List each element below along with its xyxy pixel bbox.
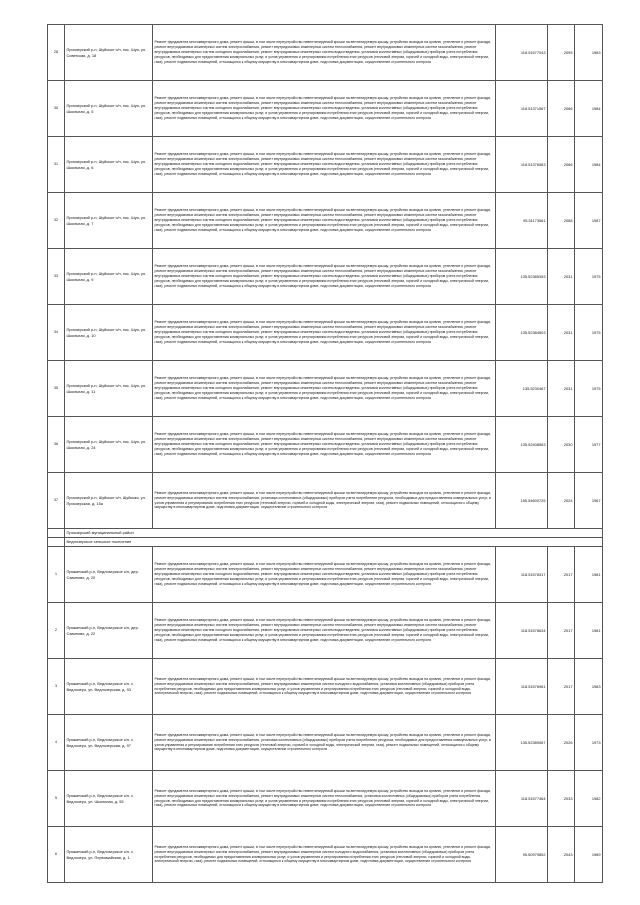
row-work-description: Ремонт фундамента многоквартирного дома, ремонт крыши, в том числе переустройство невентилируемой крыши на вентилируемую крышу, устройство выходов на кровлю, утепление и ремонт фасада, ремонт внутридомовых инженерных систем электроснабжения, ремонт внутридомовых инженерных систем теплоснабжения, ремонт внутридомовых инженерных систем газоснабжения, ремонт внутридомовых инженерных систем холодного водоснабжения, ремонт внутридомовых инженерных систем водоотведения, установка коллективных (общедомовых) приборов учета потребления ресурсов, необходимых для предоставления коммунальных услуг, и узлов управления и регулирования потребления этих ресурсов (тепловой энергии, горячей и холодной воды, электрической энергии, газа), ремонт подвальных помещений, относящихся к общему имуществу в многоквартирном доме, подготовка документации, осуществление строительного контроля <box>153 305 496 361</box>
table-row <box>48 305 603 361</box>
table-row <box>48 659 603 715</box>
table-row <box>48 473 603 529</box>
row-code: 155.54600725 <box>496 473 548 529</box>
repair-program-table <box>47 24 603 883</box>
row-code: 95.50979852 <box>496 827 548 883</box>
row-work-description: Ремонт фундамента многоквартирного дома, ремонт крыши, в том числе переустройство невентилируемой крыши на вентилируемую крышу, устройство выходов на кровлю, утепление и ремонт фасада, ремонт внутридомовых инженерных систем электроснабжения, ремонт внутридомовых инженерных систем теплоснабжения, установка коллективных (общедомовых) приборов учета потребления ресурсов, необходимых для предоставления коммунальных услуг, и узлов управления и регулирования потребления этих ресурсов (тепловой энергии, горячей и холодной воды, электрической энергии, газа), ремонт подвальных помещений, относящихся к общему имуществу в многоквартирном доме, подготовка документации, осуществление строительного контроля <box>153 771 496 827</box>
row-area: 2043 <box>548 827 575 883</box>
row-area: 2031 <box>548 361 575 417</box>
row-area: 2026 <box>548 715 575 771</box>
row-code: 118.51577464 <box>496 771 548 827</box>
row-year: 1983 <box>575 659 603 715</box>
row-number: 28 <box>48 25 65 81</box>
row-code: 118.51578317 <box>496 547 548 603</box>
row-year: 1983 <box>575 25 603 81</box>
row-code: 118.51577043 <box>496 25 548 81</box>
row-code: 118.51578634 <box>496 603 548 659</box>
table-section-headers <box>48 529 603 547</box>
row-year: 1975 <box>575 361 603 417</box>
row-address: Пряжинский р-н, Ведлозерское с/п, с. Ведлозеро, ул. Первомайская, д. 1 <box>65 827 153 883</box>
table-body-bottom <box>48 547 603 883</box>
row-number: 37 <box>48 473 65 529</box>
table-row <box>48 361 603 417</box>
row-address: Приозерский р-н, Шуйское с/п, пос. Шуя, ул. Советская, д. 18 <box>65 25 153 81</box>
row-address: Приозерский р-н, Шуйское с/п, пос. Шуя, ул. Школьная, д. 6 <box>65 137 153 193</box>
row-address: Пряжинский р-н, Ведлозерское с/п, с. Ведлозеро, ул. Ведлозерская, д. 97 <box>65 715 153 771</box>
row-work-description: Ремонт фундамента многоквартирного дома, ремонт крыши, в том числе переустройство невентилируемой крыши на вентилируемую крышу, устройство выходов на кровлю, утепление и ремонт фасада, ремонт внутридомовых инженерных систем электроснабжения, ремонт внутридомовых инженерных систем теплоснабжения, ремонт внутридомовых инженерных систем газоснабжения, ремонт внутридомовых инженерных систем холодного водоснабжения, ремонт внутридомовых инженерных систем водоотведения, установка коллективных (общедомовых) приборов учета потребления ресурсов, необходимых для предоставления коммунальных услуг, и узлов управления и регулирования потребления этих ресурсов (тепловой энергии, горячей и холодной воды, электрической энергии, газа), ремонт подвальных помещений, относящихся к общему имуществу в многоквартирном доме, подготовка документации, осуществление строительного контроля <box>153 193 496 249</box>
row-code: 135.52408563 <box>496 417 548 473</box>
row-year: 1975 <box>575 249 603 305</box>
section-spacer <box>48 529 65 538</box>
row-year: 1987 <box>575 193 603 249</box>
table-row <box>48 25 603 81</box>
row-area: 2095 <box>548 25 575 81</box>
row-number: 1 <box>48 547 65 603</box>
row-number: 5 <box>48 771 65 827</box>
row-year: 1982 <box>575 771 603 827</box>
row-number: 35 <box>48 361 65 417</box>
row-area: 2086 <box>548 137 575 193</box>
row-area: 2030 <box>548 417 575 473</box>
row-year: 1973 <box>575 715 603 771</box>
row-area: 2086 <box>548 81 575 137</box>
row-year: 1989 <box>575 827 603 883</box>
row-number: 4 <box>48 715 65 771</box>
row-year: 1984 <box>575 81 603 137</box>
section-row-district <box>48 529 603 538</box>
row-area: 2017 <box>548 659 575 715</box>
row-work-description: Ремонт фундамента многоквартирного дома, ремонт крыши, в том числе переустройство невентилируемой крыши на вентилируемую крышу, устройство выходов на кровлю, утепление и ремонт фасада, ремонт внутридомовых инженерных систем электроснабжения, ремонт внутридомовых инженерных систем теплоснабжения, ремонт внутридомовых инженерных систем газоснабжения, ремонт внутридомовых инженерных систем холодного водоснабжения, ремонт внутридомовых инженерных систем водоотведения, установка коллективных (общедомовых) приборов учета потребления ресурсов, необходимых для предоставления коммунальных услуг, и узлов управления и регулирования потребления этих ресурсов (тепловой энергии, горячей и холодной воды, электрической энергии, газа), ремонт подвальных помещений, относящихся к общему имуществу в многоквартирном доме, подготовка документации, осуществление строительного контроля <box>153 361 496 417</box>
row-address: Пряжинский р-н, Ведлозерское с/п, с. Ведлозеро, ул. Школьная, д. 55 <box>65 771 153 827</box>
table-row <box>48 249 603 305</box>
table-row <box>48 417 603 473</box>
row-year: 1981 <box>575 547 603 603</box>
row-address: Приозерский р-н, Шуйское с/п, пос. Шуя, ул. Школьная, д. 10 <box>65 305 153 361</box>
row-address: Пряжинский р-н, Ведлозерское с/п, с. Ведлозеро, ул. Ведлозерская, д. 93 <box>65 659 153 715</box>
row-area: 2031 <box>548 305 575 361</box>
row-address: Приозерский р-н, Шуйское с/п, пос. Шуя, ул. Школьная, д. 24 <box>65 417 153 473</box>
table-row <box>48 193 603 249</box>
table-row <box>48 603 603 659</box>
table-body-top <box>48 25 603 529</box>
table-row <box>48 547 603 603</box>
row-code: 135.52389067 <box>496 715 548 771</box>
row-number: 30 <box>48 81 65 137</box>
table-row <box>48 827 603 883</box>
row-address: Пряжинский р-н, Ведлозерское с/п, дер. Савиново, д. 22 <box>65 603 153 659</box>
row-number: 32 <box>48 193 65 249</box>
row-code: 135.5230487 <box>496 361 548 417</box>
table-row <box>48 81 603 137</box>
row-code: 95.51173561 <box>496 193 548 249</box>
row-number: 6 <box>48 827 65 883</box>
row-work-description: Ремонт фундамента многоквартирного дома, ремонт крыши, в том числе переустройство невентилируемой крыши на вентилируемую крышу, устройство выходов на кровлю, утепление и ремонт фасада, ремонт внутридомовых инженерных систем электроснабжения, ремонт внутридомовых инженерных систем теплоснабжения, ремонт внутридомовых инженерных систем газоснабжения, ремонт внутридомовых инженерных систем холодного водоснабжения, ремонт внутридомовых инженерных систем водоотведения, установка коллективных (общедомовых) приборов учета потребления ресурсов, необходимых для предоставления коммунальных услуг, и узлов управления и регулирования потребления этих ресурсов (тепловой энергии, горячей и холодной воды, электрической энергии, газа), ремонт подвальных помещений, относящихся к общему имуществу в многоквартирном доме, подготовка документации, осуществление строительного контроля <box>153 81 496 137</box>
row-area: 2024 <box>548 473 575 529</box>
row-work-description: Ремонт фундамента многоквартирного дома, ремонт крыши, в том числе переустройство невентилируемой крыши на вентилируемую крышу, устройство выходов на кровлю, утепление и ремонт фасада, ремонт внутридомовых инженерных систем электроснабжения, ремонт внутридомовых инженерных систем теплоснабжения, ремонт внутридомовых инженерных систем газоснабжения, ремонт внутридомовых инженерных систем холодного водоснабжения, ремонт внутридомовых инженерных систем водоотведения, установка коллективных (общедомовых) приборов учета потребления ресурсов, необходимых для предоставления коммунальных услуг, и узлов управления и регулирования потребления этих ресурсов (тепловой энергии, горячей и холодной воды, электрической энергии, газа), ремонт подвальных помещений, относящихся к общему имуществу в многоквартирном доме, подготовка документации, осуществление строительного контроля <box>153 137 496 193</box>
row-work-description: Ремонт фундамента многоквартирного дома, ремонт крыши, в том числе переустройство невентилируемой крыши на вентилируемую крышу, устройство выходов на кровлю, утепление и ремонт фасада, ремонт внутридомовых инженерных систем электроснабжения, ремонт внутридомовых инженерных систем теплоснабжения, ремонт внутридомовых инженерных систем газоснабжения, ремонт внутридомовых инженерных систем холодного водоснабжения, ремонт внутридомовых инженерных систем водоотведения, установка коллективных (общедомовых) приборов учета потребления ресурсов, необходимых для предоставления коммунальных услуг, и узлов управления и регулирования потребления этих ресурсов (тепловой энергии, горячей и холодной воды, электрической энергии, газа), ремонт подвальных помещений, относящихся к общему имуществу в многоквартирном доме, подготовка документации, осуществление строительного контроля <box>153 25 496 81</box>
row-address: Пряжинский р-н, Ведлозерское с/п, дер. Савиново, д. 20 <box>65 547 153 603</box>
row-code: 135.52384503 <box>496 305 548 361</box>
section-spacer <box>48 538 65 547</box>
row-address: Приозерский р-н, Шуйское с/п, Шуйская, ул. Приозерская, д. 15а <box>65 473 153 529</box>
row-code: 135.52385353 <box>496 249 548 305</box>
row-address: Приозерский р-н, Шуйское с/п, пос. Шуя, ул. Школьная, д. 5 <box>65 81 153 137</box>
row-code: 118.51376583 <box>496 137 548 193</box>
row-work-description: Ремонт фундамента многоквартирного дома, ремонт крыши, в том числе переустройство невентилируемой крыши на вентилируемую крышу, устройство выходов на кровлю, утепление и ремонт фасада, ремонт внутридомовых инженерных систем электроснабжения, установка коллективных (общедомовых) приборов учета потребления ресурсов, необходимых для предоставления коммунальных услуг, и узлов управления и регулирования потребления этих ресурсов (тепловой энергии, горячей и холодной воды, электрической энергии, газа), ремонт подвальных помещений, относящихся к общему имуществу в многоквартирном доме, подготовка документации, осуществление строительного контроля <box>153 715 496 771</box>
document-page <box>47 24 602 883</box>
row-area: 2017 <box>548 547 575 603</box>
section-row-settlement <box>48 538 603 547</box>
row-code: 118.51371567 <box>496 81 548 137</box>
row-area: 2088 <box>548 193 575 249</box>
row-number: 33 <box>48 249 65 305</box>
table-row <box>48 137 603 193</box>
row-year: 1975 <box>575 305 603 361</box>
row-address: Приозерский р-н, Шуйское с/п, пос. Шуя, ул. Школьная, д. 9 <box>65 249 153 305</box>
row-area: 2033 <box>548 771 575 827</box>
row-year: 1967 <box>575 473 603 529</box>
row-work-description: Ремонт фундамента многоквартирного дома, ремонт крыши, в том числе переустройство невентилируемой крыши на вентилируемую крышу, устройство выходов на кровлю, утепление и ремонт фасада, ремонт внутридомовых инженерных систем электроснабжения, ремонт внутридомовых инженерных систем теплоснабжения, ремонт внутридомовых инженерных систем газоснабжения, ремонт внутридомовых инженерных систем холодного водоснабжения, ремонт внутридомовых инженерных систем водоотведения, установка коллективных (общедомовых) приборов учета потребления ресурсов, необходимых для предоставления коммунальных услуг, и узлов управления и регулирования потребления этих ресурсов (тепловой энергии, горячей и холодной воды, электрической энергии, газа), ремонт подвальных помещений, относящихся к общему имуществу в многоквартирном доме, подготовка документации, осуществление строительного контроля <box>153 249 496 305</box>
row-work-description: Ремонт фундамента многоквартирного дома, ремонт крыши, в том числе переустройство невентилируемой крыши на вентилируемую крышу, устройство выходов на кровлю, утепление и ремонт фасада, ремонт внутридомовых инженерных систем электроснабжения, ремонт внутридомовых инженерных систем теплоснабжения, ремонт внутридомовых инженерных систем газоснабжения, ремонт внутридомовых инженерных систем холодного водоснабжения, ремонт внутридомовых инженерных систем водоотведения, установка коллективных (общедомовых) приборов учета потребления ресурсов, необходимых для предоставления коммунальных услуг, и узлов управления и регулирования потребления этих ресурсов (тепловой энергии, горячей и холодной воды, электрической энергии, газа), ремонт подвальных помещений, относящихся к общему имуществу в многоквартирном доме, подготовка документации, осуществление строительного контроля <box>153 547 496 603</box>
row-number: 3 <box>48 659 65 715</box>
row-number: 2 <box>48 603 65 659</box>
row-code: 118.51576961 <box>496 659 548 715</box>
row-number: 36 <box>48 417 65 473</box>
row-work-description: Ремонт фундамента многоквартирного дома, ремонт крыши, в том числе переустройство невентилируемой крыши на вентилируемую крышу, устройство выходов на кровлю, утепление и ремонт фасада, ремонт внутридомовых инженерных систем электроснабжения, ремонт внутридомовых инженерных систем холодного водоснабжения, установка коллективных (общедомовых) приборов учета потребления ресурсов, необходимых для предоставления коммунальных услуг, и узлов управления и регулирования потребления этих ресурсов (тепловой энергии, горячей и холодной воды, электрической энергии, газа), ремонт подвальных помещений, относящихся к общему имуществу в многоквартирном доме, подготовка документации, осуществление строительного контроля <box>153 827 496 883</box>
row-work-description: Ремонт фундамента многоквартирного дома, ремонт крыши, в том числе переустройство невентилируемой крыши на вентилируемую крышу, устройство выходов на кровлю, утепление и ремонт фасада, ремонт внутридомовых инженерных систем электроснабжения, ремонт внутридомовых инженерных систем теплоснабжения, ремонт внутридомовых инженерных систем газоснабжения, ремонт внутридомовых инженерных систем холодного водоснабжения, ремонт внутридомовых инженерных систем водоотведения, установка коллективных (общедомовых) приборов учета потребления ресурсов, необходимых для предоставления коммунальных услуг, и узлов управления и регулирования потребления этих ресурсов (тепловой энергии, горячей и холодной воды, электрической энергии, газа), ремонт подвальных помещений, относящихся к общему имуществу в многоквартирном доме, подготовка документации, осуществление строительного контроля <box>153 603 496 659</box>
table-row <box>48 771 603 827</box>
row-year: 1977 <box>575 417 603 473</box>
row-address: Приозерский р-н, Шуйское с/п, пос. Шуя, ул. Школьная, д. 7 <box>65 193 153 249</box>
section-settlement: Ведлозерское сельское поселение <box>65 538 603 547</box>
row-number: 31 <box>48 137 65 193</box>
row-work-description: Ремонт фундамента многоквартирного дома, ремонт крыши, в том числе переустройство невентилируемой крыши на вентилируемую крышу, устройство выходов на кровлю, утепление и ремонт фасада, ремонт внутридомовых инженерных систем электроснабжения, установка коллективных (общедомовых) приборов учета потребления ресурсов, необходимых для предоставления коммунальных услуг, и узлов управления и регулирования потребления этих ресурсов (тепловой энергии, горячей и холодной воды, электрической энергии, газа), ремонт подвальных помещений, относящихся к общему имуществу в многоквартирном доме, подготовка документации, осуществление строительного контроля <box>153 473 496 529</box>
row-number: 34 <box>48 305 65 361</box>
row-area: 2017 <box>548 603 575 659</box>
row-work-description: Ремонт фундамента многоквартирного дома, ремонт крыши, в том числе переустройство невентилируемой крыши на вентилируемую крышу, устройство выходов на кровлю, утепление и ремонт фасада, ремонт внутридомовых инженерных систем электроснабжения, ремонт внутридомовых инженерных систем холодного водоснабжения, установка коллективных (общедомовых) приборов учета потребления ресурсов, необходимых для предоставления коммунальных услуг, и узлов управления и регулирования потребления этих ресурсов (тепловой энергии, горячей и холодной воды, электрической энергии, газа), ремонт подвальных помещений, относящихся к общему имуществу в многоквартирном доме, подготовка документации, осуществление строительного контроля <box>153 659 496 715</box>
row-year: 1981 <box>575 603 603 659</box>
table-row <box>48 715 603 771</box>
section-district: Приозерский муниципальный район <box>65 529 603 538</box>
row-work-description: Ремонт фундамента многоквартирного дома, ремонт крыши, в том числе переустройство невентилируемой крыши на вентилируемую крышу, устройство выходов на кровлю, утепление и ремонт фасада, ремонт внутридомовых инженерных систем электроснабжения, ремонт внутридомовых инженерных систем теплоснабжения, ремонт внутридомовых инженерных систем газоснабжения, ремонт внутридомовых инженерных систем холодного водоснабжения, ремонт внутридомовых инженерных систем водоотведения, установка коллективных (общедомовых) приборов учета потребления ресурсов, необходимых для предоставления коммунальных услуг, и узлов управления и регулирования потребления этих ресурсов (тепловой энергии, горячей и холодной воды, электрической энергии, газа), ремонт подвальных помещений, относящихся к общему имуществу в многоквартирном доме, подготовка документации, осуществление строительного контроля <box>153 417 496 473</box>
row-year: 1984 <box>575 137 603 193</box>
row-area: 2031 <box>548 249 575 305</box>
row-address: Приозерский р-н, Шуйское с/п, пос. Шуя, ул. Школьная, д. 11 <box>65 361 153 417</box>
